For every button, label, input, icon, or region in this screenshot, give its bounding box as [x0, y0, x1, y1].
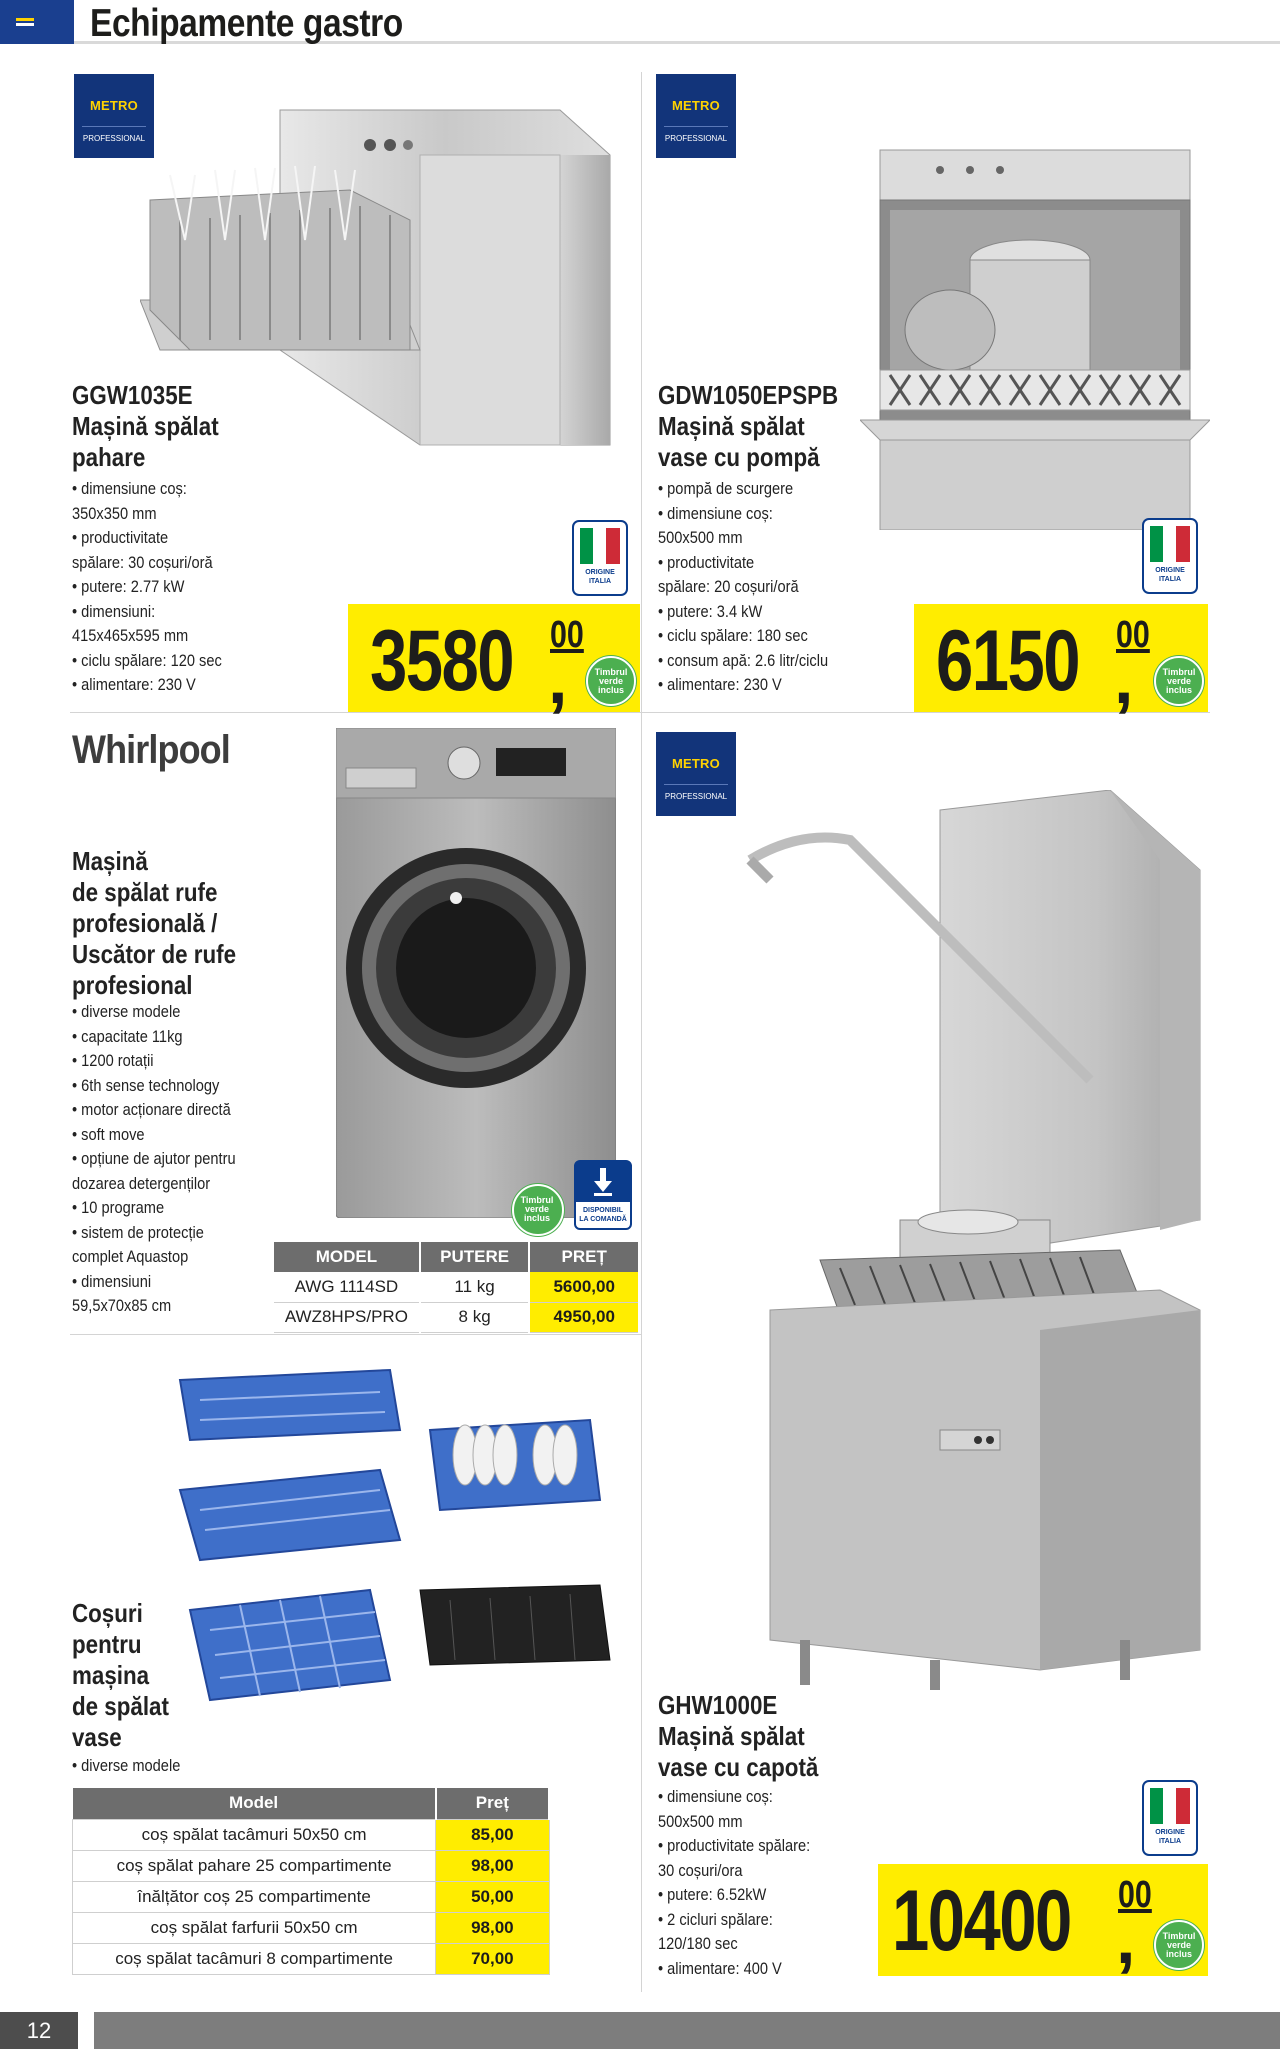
- metro-professional-logo: [656, 74, 736, 158]
- dishwasher-with-pump-image: [860, 140, 1210, 530]
- cell-price: 4950,00: [529, 1302, 639, 1332]
- baskets-name-line5: vase: [72, 1722, 122, 1752]
- cell-model: coș spălat tacâmuri 50x50 cm: [73, 1819, 436, 1850]
- baskets-feature: • diverse modele: [72, 1756, 181, 1775]
- cell-price: 70,00: [436, 1943, 549, 1974]
- feature-line: 500x500 mm: [658, 528, 743, 547]
- footer-bar: [0, 2012, 1280, 2049]
- feature-line: • 6th sense technology: [72, 1075, 220, 1095]
- timbru-verde-badge: Timbrul verde inclus: [1154, 656, 1204, 706]
- page-title: Echipamente gastro: [90, 2, 403, 45]
- laundry-name-line1: Mașină: [72, 846, 148, 876]
- table-header-row: [73, 1788, 550, 1819]
- feature-line: • productivitate spălare:: [658, 1836, 811, 1855]
- gdw-features: [658, 477, 856, 698]
- feature-line: • dimensiune coș:: [658, 503, 773, 523]
- feature-line: 350x350 mm: [72, 503, 157, 523]
- dishwasher-baskets-image: [170, 1360, 620, 1720]
- gdw-product-name-line2: vase cu pompă: [658, 442, 820, 472]
- feature-line: • soft move: [72, 1124, 145, 1144]
- ggw-product-name-line1: Mașină spălat: [72, 411, 219, 441]
- ggw-price-tag: 3580 , 00 Timbrul verde inclus: [348, 604, 640, 712]
- price-decimal: 00: [1116, 614, 1150, 656]
- col-header-model: MODEL: [274, 1242, 420, 1272]
- feature-line: • 1200 rotații: [72, 1051, 154, 1070]
- ggw-product-code: GGW1035E: [72, 380, 193, 410]
- baskets-price-table: [72, 1788, 550, 1975]
- price-integer: 3580: [370, 613, 513, 709]
- row-divider-2: [70, 1334, 641, 1335]
- feature-line: 415x465x595 mm: [72, 626, 189, 645]
- laundry-name-line4: Uscător de rufe: [72, 939, 237, 969]
- page-number: 12: [0, 2012, 78, 2049]
- feature-line: • opțiune de ajutor pentru: [72, 1149, 236, 1168]
- feature-line: • putere: 3.4 kW: [658, 601, 763, 621]
- table-row: [274, 1272, 639, 1302]
- origin-italy-badge: ORIGINE ITALIA: [1142, 518, 1198, 594]
- cell-power: 11 kg: [420, 1272, 530, 1302]
- feature-line: • consum apă: 2.6 litr/ciclu: [658, 650, 829, 670]
- feature-line: • dimensiuni:: [72, 601, 156, 621]
- table-row: [73, 1850, 550, 1881]
- feature-line: • alimentare: 400 V: [658, 1958, 782, 1978]
- table-row: [73, 1819, 550, 1850]
- cell-price: 98,00: [436, 1912, 549, 1943]
- feature-line: • diverse modele: [72, 1002, 181, 1021]
- col-header-price: PREȚ: [529, 1242, 639, 1272]
- feature-line: 59,5x70x85 cm: [72, 1296, 172, 1315]
- feature-line: 500x500 mm: [658, 1811, 743, 1831]
- feature-line: • dimensiune coș:: [658, 1787, 773, 1806]
- feature-line: • productivitate: [72, 528, 169, 547]
- feature-line: • 10 programe: [72, 1198, 165, 1217]
- laundry-price-table: [274, 1242, 640, 1333]
- cell-price: 98,00: [436, 1850, 549, 1881]
- cell-model: înălțător coș 25 compartimente: [73, 1881, 436, 1912]
- menu-icon[interactable]: [16, 18, 34, 26]
- table-row: [73, 1943, 550, 1974]
- price-integer: 6150: [936, 613, 1079, 709]
- baskets-name-line2: pentru: [72, 1629, 142, 1659]
- feature-line: • 2 cicluri spălare:: [658, 1909, 773, 1929]
- timbru-verde-badge: Timbrul verde inclus: [1154, 1920, 1204, 1970]
- header-brand-square: [0, 0, 74, 44]
- col-header-model: Model: [73, 1788, 436, 1819]
- ghw-price-tag: 10400 , 00 Timbrul verde inclus: [878, 1864, 1208, 1976]
- feature-line: • dimensiuni: [72, 1271, 152, 1291]
- feature-line: • ciclu spălare: 120 sec: [72, 650, 222, 670]
- hood-dishwasher-image: [740, 790, 1210, 1690]
- feature-line: complet Aquastop: [72, 1247, 189, 1266]
- feature-line: • pompă de scurgere: [658, 479, 794, 498]
- timbru-verde-badge: Timbrul verde inclus: [512, 1184, 564, 1236]
- column-divider: [641, 72, 642, 1992]
- cell-model: coș spălat tacâmuri 8 compartimente: [73, 1943, 436, 1974]
- laundry-features: [72, 1000, 262, 1319]
- baskets-name-line3: mașina: [72, 1660, 150, 1690]
- cell-price: 5600,00: [529, 1272, 639, 1302]
- price-decimal: 00: [1118, 1874, 1152, 1916]
- metro-logo-text: METRO: [90, 98, 138, 113]
- gdw-price-tag: 6150 , 00 Timbrul verde inclus: [914, 604, 1208, 712]
- metro-logo-subtext: PROFESSIONAL: [664, 134, 728, 143]
- metro-logo-text: METRO: [672, 756, 720, 771]
- origin-italy-badge: ORIGINE ITALIA: [572, 520, 628, 596]
- cell-price: 50,00: [436, 1881, 549, 1912]
- metro-logo-subtext: PROFESSIONAL: [82, 134, 146, 143]
- ghw-product-name-line1: Mașină spălat: [658, 1721, 805, 1751]
- ghw-product-name-line2: vase cu capotă: [658, 1752, 819, 1782]
- disponibil-la-comanda-badge: DISPONIBIL LA COMANDĂ: [574, 1160, 632, 1230]
- laundry-name-line2: de spălat rufe: [72, 877, 218, 907]
- feature-line: • capacitate 11kg: [72, 1026, 183, 1046]
- feature-line: 120/180 sec: [658, 1934, 738, 1953]
- price-decimal: 00: [550, 614, 584, 656]
- gdw-product-code: GDW1050EPSPB: [658, 380, 839, 410]
- col-header-power: PUTERE: [420, 1242, 530, 1272]
- feature-line: • dimensiune coș:: [72, 479, 187, 498]
- ghw-product-code: GHW1000E: [658, 1690, 778, 1720]
- feature-line: • motor acționare directă: [72, 1100, 231, 1119]
- footer-gap: [78, 2012, 94, 2049]
- baskets-name-line4: de spălat: [72, 1691, 169, 1721]
- cell-model: AWZ8HPS/PRO: [274, 1302, 420, 1332]
- feature-line: • alimentare: 230 V: [72, 675, 196, 694]
- feature-line: • ciclu spălare: 180 sec: [658, 626, 808, 645]
- feature-line: • putere: 6.52kW: [658, 1885, 767, 1904]
- glass-washer-image: [140, 100, 620, 450]
- feature-line: • productivitate: [658, 552, 755, 572]
- baskets-name-line1: Coșuri: [72, 1598, 143, 1628]
- ghw-features: [658, 1785, 835, 1981]
- ggw-product-name-line2: pahare: [72, 442, 146, 472]
- cell-price: 85,00: [436, 1819, 549, 1850]
- laundry-name-line3: profesională /: [72, 908, 218, 938]
- ggw-features: [72, 477, 246, 698]
- cell-model: coș spălat pahare 25 compartimente: [73, 1850, 436, 1881]
- cell-model: coș spălat farfurii 50x50 cm: [73, 1912, 436, 1943]
- laundry-name-line5: profesional: [72, 970, 193, 1000]
- gdw-product-name-line1: Mașină spălat: [658, 411, 805, 441]
- feature-line: 30 coșuri/ora: [658, 1860, 743, 1880]
- table-row: [73, 1881, 550, 1912]
- table-row: [274, 1302, 639, 1332]
- feature-line: dozarea detergenților: [72, 1173, 211, 1193]
- washing-machine-image: [336, 728, 616, 1218]
- metro-professional-logo: [656, 732, 736, 816]
- origin-italy-badge: ORIGINE ITALIA: [1142, 1780, 1198, 1856]
- feature-line: • putere: 2.77 kW: [72, 577, 185, 596]
- row-divider-1: [70, 712, 1210, 713]
- cell-model: AWG 1114SD: [274, 1272, 420, 1302]
- whirlpool-logo: Whirlpool: [72, 728, 230, 772]
- metro-logo-subtext: PROFESSIONAL: [664, 792, 728, 801]
- feature-line: spălare: 20 coșuri/oră: [658, 577, 799, 596]
- cell-power: 8 kg: [420, 1302, 530, 1332]
- table-header-row: [274, 1242, 639, 1272]
- price-integer: 10400: [892, 1873, 1071, 1969]
- col-header-price: Preț: [436, 1788, 549, 1819]
- metro-logo-text: METRO: [672, 98, 720, 113]
- timbru-verde-badge: Timbrul verde inclus: [586, 656, 636, 706]
- feature-line: • alimentare: 230 V: [658, 675, 782, 694]
- table-row: [73, 1912, 550, 1943]
- feature-line: spălare: 30 coșuri/oră: [72, 552, 213, 572]
- feature-line: • sistem de protecție: [72, 1222, 204, 1242]
